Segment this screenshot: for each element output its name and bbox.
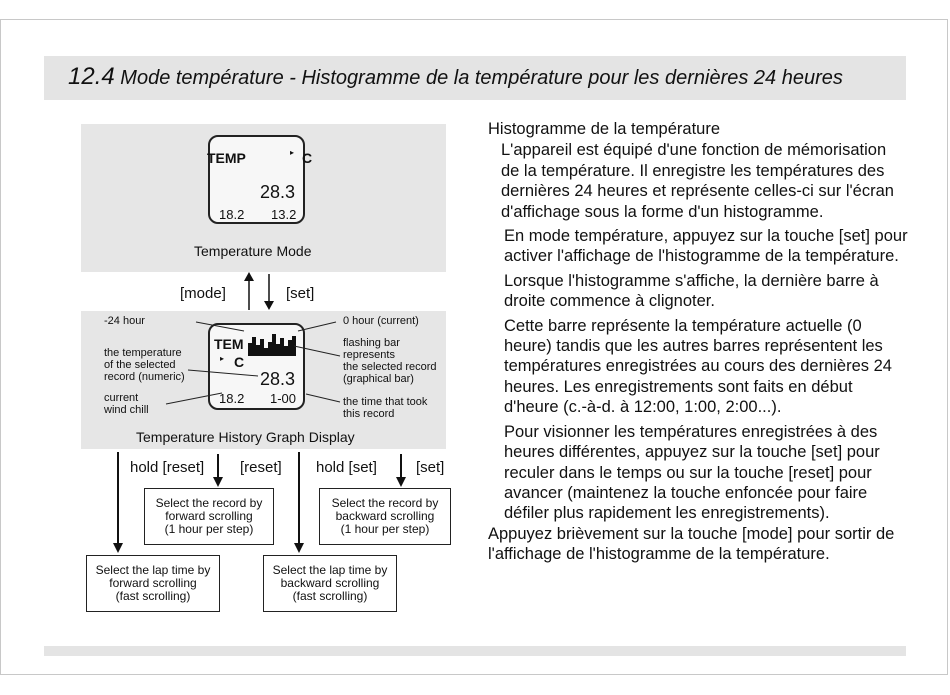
lcd-sub-left: 18.2 xyxy=(219,207,245,222)
annotation-temp-selected: the temperature of the selected record (numeric) xyxy=(104,347,185,383)
annotation-zero-hour: 0 hour (current) xyxy=(343,315,419,327)
history-arrow-icon: ▸ xyxy=(220,354,225,363)
forward-record-box: Select the record by forward scrolling (1 hour per step) xyxy=(144,488,274,545)
history-value: 28.3 xyxy=(260,369,296,389)
history-unit: C xyxy=(234,354,245,370)
paragraph-5: Pour visionner les températures enregistrées à des heures différentes, appuyez sur la touche [set] pour reculer dans le temps ou sur la touche [reset] pour avancer (maintenez la touche enfoncée pour faire défiler plus rapidement les enregistrements). xyxy=(504,422,880,523)
reset-label: [reset] xyxy=(240,459,282,476)
backward-record-box: Select the record by backward scrolling (1 hour per step) xyxy=(319,488,451,545)
paragraph-3: Lorsque l'histogramme s'affiche, la dernière barre à droite commence à clignoter. xyxy=(504,271,879,311)
section-number: 12.4 xyxy=(68,63,115,90)
annotation-minus24: -24 hour xyxy=(104,315,145,327)
forward-lap-box: Select the lap time by forward scrolling (fast scrolling) xyxy=(86,555,220,612)
lcd-arrow-icon: ▸ xyxy=(290,148,295,157)
lcd-sub-right: 13.2 xyxy=(271,207,297,222)
set-label-top: [set] xyxy=(286,285,315,302)
lcd-value: 28.3 xyxy=(260,182,296,202)
history-caption: Temperature History Graph Display xyxy=(136,429,355,445)
text-column xyxy=(488,119,908,565)
paragraph-4: Cette barre représente la température actuelle (0 heure) tandis que les autres barres représentent les températures enregistrées au cours des dernières 24 heures. Les enregistrements sont faits en début d'heure (c.-à-d. à 12:00, 1:00, 2:00...). xyxy=(504,316,892,417)
set-label-bottom: [set] xyxy=(416,459,445,476)
temperature-mode-caption: Temperature Mode xyxy=(194,243,312,259)
annotation-time-took: the time that took this record xyxy=(343,396,428,420)
hold-set-label: hold [set] xyxy=(316,459,377,476)
history-sub-right: 1-00 xyxy=(270,391,297,406)
hold-reset-label: hold [reset] xyxy=(130,459,205,476)
paragraph-2: En mode température, appuyez sur la touche [set] pour activer l'affichage de l'histogramme de la température. xyxy=(504,227,908,266)
lcd-unit: C xyxy=(302,150,313,166)
paragraph-6: Appuyez brièvement sur la touche [mode] pour sortir de l'affichage de l'histogramme de la température. xyxy=(488,524,895,564)
history-temp-label: TEM xyxy=(214,336,244,352)
section-title-text: Mode température - Histogramme de la température pour les dernières 24 heures xyxy=(120,67,843,89)
lcd-temp-label: TEMP xyxy=(207,150,246,166)
history-sub-left: 18.2 xyxy=(219,391,245,406)
annotation-wind-chill: current wind chill xyxy=(104,392,149,416)
annotation-flashing-bar: flashing bar represents the selected record (graphical bar) xyxy=(343,337,437,385)
backward-lap-box: Select the lap time by backward scrolling (fast scrolling) xyxy=(263,555,397,612)
paragraph-1: L'appareil est équipé d'une fonction de mémorisation de la température. Il enregistre les températures des dernières 24 heures et représente celles-ci sur l'écran d'affichage sous la forme d'un histogramme. xyxy=(501,141,894,221)
mode-label: [mode] xyxy=(180,285,226,302)
text-heading: Histogramme de la température xyxy=(488,120,721,138)
